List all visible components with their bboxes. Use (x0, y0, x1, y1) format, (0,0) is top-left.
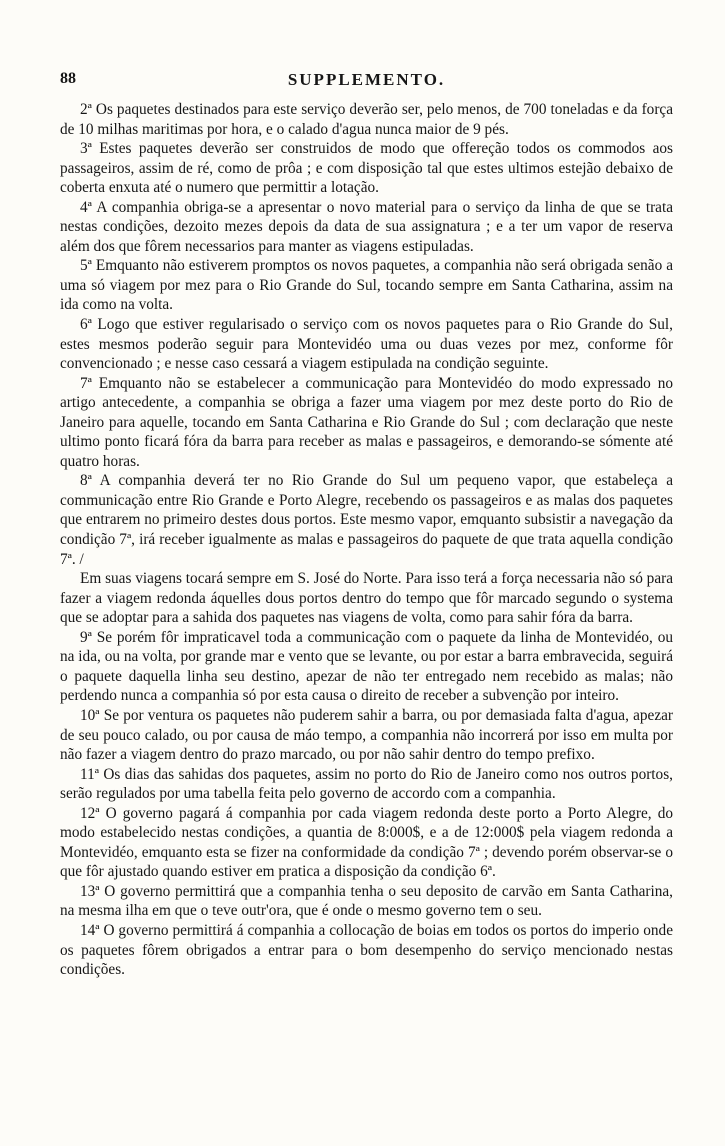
clause-5: 5ª Emquanto não estiverem promptos os novos paquetes, a companhia não será obrigada senão a uma só viagem por mez para o Rio Grande do Sul, tocando sempre em Santa Catharina, assim na ida como na volta. (60, 257, 673, 314)
running-head: SUPPLEMENTO. (287, 70, 446, 89)
clause-7: 7ª Emquanto não se estabelecer a communicação para Montevidéo do modo expressado no artigo antecedente, a companhia se obriga a fazer uma viagem por mez deste porto do Rio de Janeiro para aquelle, tocando em Santa Catharina e Rio Grande do Sul ; com declaração que neste ultimo ponto ficará fóra da barra para receber as malas e passageiros, e demorando-se sómente até quatro horas. (60, 374, 673, 470)
clause-4: 4ª A companhia obriga-se a apresentar o novo material para o serviço da linha de que se trata nestas condições, dezoito mezes depois da data de sua assignatura ; e a ter um vapor de reserva além dos que fôrem necessarios para manter as viagens estipuladas. (60, 198, 673, 255)
clause-9: 9ª Se porém fôr impraticavel toda a communicação com o paquete da linha de Montevidéo, ou na ida, ou na volta, por grande mar e vento que se levante, ou por estar a barra embravecida, seguirá o paquete daquella linha seu destino, apezar de não ter entregado nem recebido as malas; não perdendo nunca a companhia só por esta causa o direito de receber a subvenção por inteiro. (60, 628, 673, 705)
clause-3: 3ª Estes paquetes deverão ser construidos de modo que offereção todos os commodos aos passageiros, assim de ré, como de prôa ; e com disposição tal que estes ultimos estejão debaixo de coberta enxuta até o numero que permittir a lotação. (60, 140, 673, 197)
clause-8: 8ª A companhia deverá ter no Rio Grande do Sul um pequeno vapor, que estabeleça a communicação entre Rio Grande e Porto Alegre, recebendo os passageiros e as malas dos paquetes que entrarem no primeiro destes dous portos. Este mesmo vapor, emquanto subsistir a navegação da condição 7ª, irá receber igualmente as malas e passageiros do paquete de que trata aquella condição 7ª. / (60, 472, 673, 568)
clause-11: 11ª Os dias das sahidas dos paquetes, assim no porto do Rio de Janeiro como nos outros portos, serão regulados por uma tabella feita pelo governo de accordo com a companhia. (60, 765, 673, 803)
page-header (60, 70, 673, 98)
clause-14: 14ª O governo permittirá á companhia a collocação de boias em todos os portos do imperio onde os paquetes fôrem obrigados a entrar para o bom desempenho do serviço mencionado nestas condições. (60, 921, 673, 979)
body-text (60, 100, 673, 980)
clause-12: 12ª O governo pagará á companhia por cada viagem redonda deste porto a Porto Alegre, do modo estabelecido nestas condições, a quantia de 8:000$, e a de 12:000$ pela viagem redonda a Montevidéo, emquanto esta se fizer na conformidade da condição 7ª ; devendo porém observar-se o que fôr ajustado quando estiver em pratica a disposição da condição 6ª. (60, 804, 673, 881)
clause-2: 2ª Os paquetes destinados para este serviço deverão ser, pelo menos, de 700 toneladas e da força de 10 milhas maritimas por hora, e o calado d'agua nunca maior de 9 pés. (60, 101, 673, 138)
page-number: 88 (60, 70, 76, 87)
clause-6: 6ª Logo que estiver regularisado o serviço com os novos paquetes para o Rio Grande do Sul, estes mesmos poderão seguir para Montevidéo uma ou duas vezes por mez, conforme fôr convencionado ; e nesse caso cessará a viagem estipulada na condição seguinte. (60, 316, 673, 373)
clause-8-continuation: Em suas viagens tocará sempre em S. José do Norte. Para isso terá a força necessaria não só para fazer a viagem redonda áquelles dous portos dentro do tempo que fôr marcado segundo o systema que se adoptar para a sahida dos paquetes nas viagens de volta, como para sahir fóra da barra. (60, 570, 673, 627)
clause-13: 13ª O governo permittirá que a companhia tenha o seu deposito de carvão em Santa Catharina, na mesma ilha em que o teve outr'ora, que é onde o mesmo governo tem o seu. (60, 882, 673, 920)
clause-10: 10ª Se por ventura os paquetes não puderem sahir a barra, ou por demasiada falta d'agua, apezar de seu pouco calado, ou por causa de máo tempo, a companhia não incorrerá por isso em multa por não fazer a viagem dentro do prazo marcado, ou por não sahir dentro do tempo prefixo. (60, 706, 673, 764)
